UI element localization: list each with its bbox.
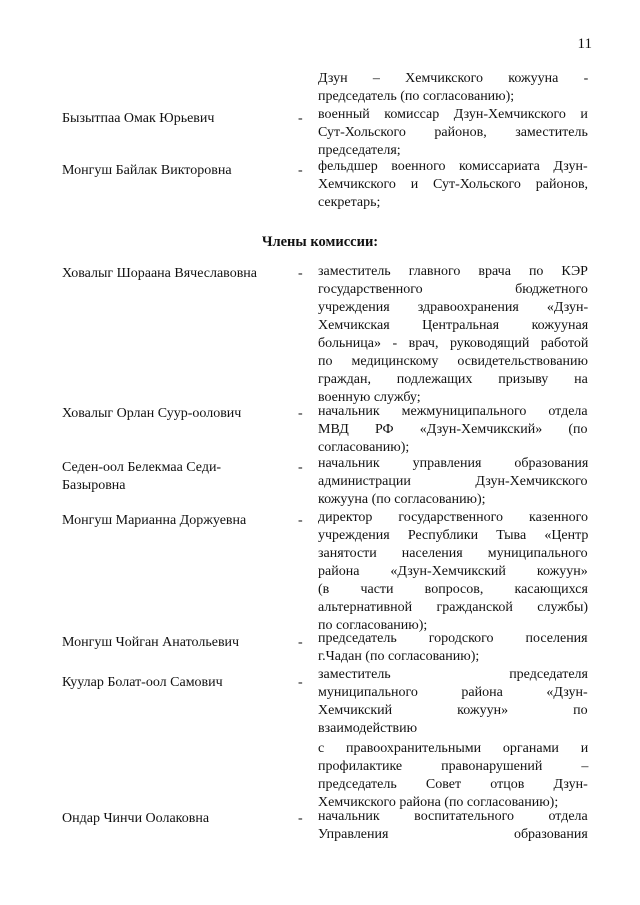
dash-separator: -	[298, 811, 303, 826]
text-line: начальник межмуниципального отдела	[318, 404, 588, 419]
member-role	[318, 630, 588, 666]
text-line: Хемчикская Центральная кожууная	[318, 318, 589, 333]
text-line: больница» - врач, руководящий работой	[318, 336, 589, 351]
dash-separator: -	[298, 675, 303, 690]
member-role	[318, 808, 588, 844]
member-name	[62, 634, 287, 652]
text-line: начальник управления образования	[318, 456, 589, 471]
member-name	[62, 265, 287, 283]
text-line: председатель Совет отцов Дзун-	[318, 777, 588, 792]
member-name	[62, 512, 287, 530]
member-name	[62, 674, 287, 692]
text-line: с правоохранительными органами и	[318, 741, 589, 756]
name-line: Базыровна	[62, 478, 126, 493]
page-number: 11	[577, 36, 592, 52]
member-role	[318, 455, 588, 509]
text-line: МВД РФ «Дзун-Хемчикский» (по	[318, 422, 588, 437]
text-line: Хемчикского и Сут-Хольского районов,	[318, 177, 589, 192]
text-line: альтернативной гражданской службы)	[318, 600, 589, 615]
dash-separator: -	[298, 460, 303, 475]
dash-separator: -	[298, 111, 303, 126]
text-line: взаимодействию	[318, 721, 418, 736]
text-line: занятости населения муниципального	[318, 546, 588, 561]
member-role	[318, 666, 588, 812]
text-line: по согласованию);	[318, 618, 428, 633]
text-line: по медицинскому освидетельствованию	[318, 354, 589, 369]
member-role	[318, 158, 588, 212]
text-line: (в части вопросов, касающихся	[318, 582, 588, 597]
text-line: Дзун – Хемчикского кожууна -	[318, 71, 589, 86]
name-line: Ондар Чинчи Оолаковна	[62, 811, 210, 826]
text-line: муниципального района «Дзун-	[318, 685, 588, 700]
text-line: председателя;	[318, 143, 401, 158]
text-line: администрации Дзун-Хемчикского	[318, 474, 588, 489]
text-line: профилактике правонарушений –	[318, 759, 589, 774]
dash-separator: -	[298, 266, 303, 281]
text-line: директор государственного казенного	[318, 510, 588, 525]
member-name	[62, 459, 287, 495]
name-line: Монгуш Марианна Доржуевна	[62, 513, 247, 528]
member-role	[318, 106, 588, 160]
member-name	[62, 405, 287, 423]
name-line: Ховалыг Шораана Вячеславовна	[62, 266, 258, 281]
text-line: кожууна (по согласованию);	[318, 492, 486, 507]
text-line: учреждения здравоохранения «Дзун-	[318, 300, 589, 315]
member-name	[62, 810, 287, 828]
member-role	[318, 263, 588, 407]
text-line: граждан, подлежащих призыву на	[318, 372, 588, 387]
text-line: г.Чадан (по согласованию);	[318, 649, 480, 664]
text-line: заместитель председателя	[318, 667, 588, 682]
text-line: учреждения Республики Тыва «Центр	[318, 528, 589, 543]
dash-separator: -	[298, 635, 303, 650]
text-line: секретарь;	[318, 195, 381, 210]
name-line: Куулар Болат-оол Самович	[62, 675, 223, 690]
member-role	[318, 509, 588, 635]
text-line: председатель городского поселения	[318, 631, 588, 646]
text-line: военный комиссар Дзун-Хемчикского и	[318, 107, 588, 122]
name-line: Ховалыг Орлан Суур-оолович	[62, 406, 242, 421]
text-line: государственного бюджетного	[318, 282, 588, 297]
member-name	[62, 110, 287, 128]
text-line: военную службу;	[318, 390, 421, 405]
dash-separator: -	[298, 163, 303, 178]
dash-separator: -	[298, 406, 303, 421]
text-line: района «Дзун-Хемчикский кожуун»	[318, 564, 588, 579]
dash-separator: -	[298, 513, 303, 528]
text-line: Хемчикского района (по согласованию);	[318, 795, 559, 810]
text-line: согласованию);	[318, 440, 410, 455]
text-line: фельдшер военного комиссариата Дзун-	[318, 159, 588, 174]
name-line: Седен-оол Белекмаа Седи-	[62, 460, 222, 475]
text-line: председатель (по согласованию);	[318, 89, 515, 104]
text-line: начальник воспитательного отдела	[318, 809, 588, 824]
text-line: Управления образования	[318, 827, 588, 842]
member-name	[62, 162, 287, 180]
members-heading: Члены комиссии:	[261, 234, 379, 250]
text-line: Сут-Хольского районов, заместитель	[318, 125, 588, 140]
name-line: Бызытпаа Омак Юрьевич	[62, 111, 215, 126]
name-line: Монгуш Байлак Викторовна	[62, 163, 232, 178]
name-line: Монгуш Чойган Анатольевич	[62, 635, 240, 650]
chairman-continuation	[318, 70, 588, 106]
text-line: Хемчикский кожуун» по	[318, 703, 588, 718]
text-line: заместитель главного врача по КЭР	[318, 264, 588, 279]
member-role	[318, 403, 588, 457]
